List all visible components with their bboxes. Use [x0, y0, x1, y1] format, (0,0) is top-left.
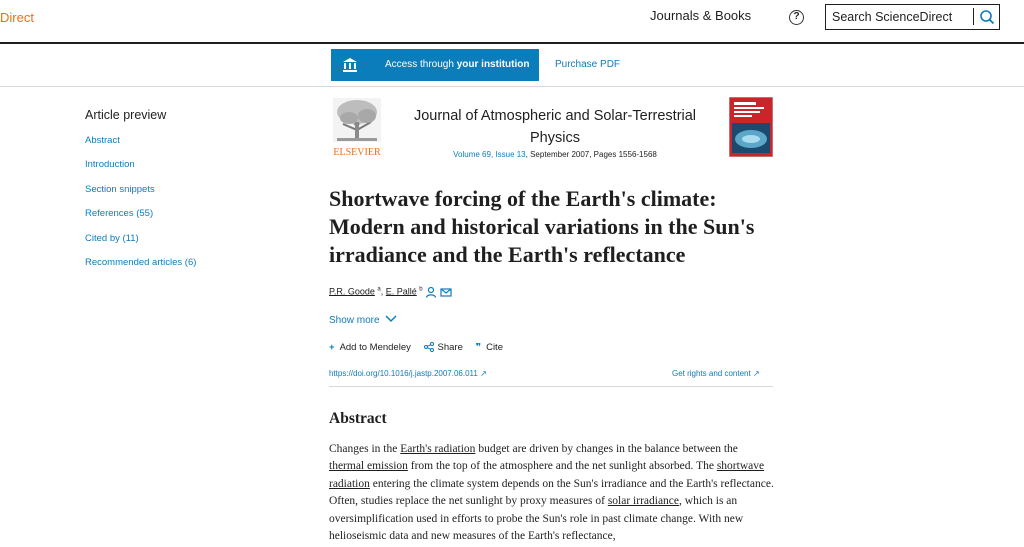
journal-cover-image[interactable]: [729, 97, 773, 157]
search-icon[interactable]: [978, 8, 996, 26]
doi-link[interactable]: [329, 369, 487, 378]
abstract-fragment: Changes in the: [329, 443, 401, 455]
cite-button[interactable]: [476, 342, 503, 353]
plus-icon: +: [329, 342, 335, 353]
abstract-heading: Abstract: [329, 410, 387, 427]
author-separator: ,: [380, 286, 386, 297]
abstract-fragment: from the top of the atmosphere and the net sunlight absorbed. The: [407, 460, 717, 473]
share-icon: [424, 342, 434, 352]
search-input[interactable]: [826, 5, 972, 28]
volume-issue-link[interactable]: Volume 69, Issue 13: [453, 150, 526, 159]
sidebar-title: Article preview: [85, 108, 167, 122]
institution-icon: [342, 57, 358, 73]
sidebar-item-references[interactable]: References (55): [85, 208, 154, 220]
issue-date-pages: , September 2007, Pages 1556-1568: [525, 150, 657, 159]
sciencedirect-logo-link[interactable]: Direct: [0, 10, 34, 25]
author-list: [329, 286, 452, 298]
sidebar-item-abstract[interactable]: Abstract: [85, 135, 120, 146]
sidebar-item-cited-by[interactable]: Cited by (11): [85, 232, 139, 244]
topic-link[interactable]: thermal emission: [329, 460, 408, 473]
author-affiliation[interactable]: b: [419, 286, 423, 293]
journal-title[interactable]: Journal of Atmospheric and Solar-Terrestrial Physics: [413, 108, 697, 146]
sidebar-item-introduction[interactable]: Introduction: [85, 159, 135, 171]
help-icon[interactable]: ?: [789, 10, 804, 25]
access-through-institution-button[interactable]: [331, 49, 539, 81]
show-more-label: Show more: [329, 315, 380, 326]
journal-issue-info: [395, 150, 715, 159]
author-affiliation[interactable]: a: [377, 286, 381, 293]
add-to-mendeley-button[interactable]: [329, 342, 411, 353]
person-icon[interactable]: [425, 286, 437, 298]
article-actions: [329, 342, 513, 353]
abstract-fragment: , which is an oversimplification used in efforts to probe the Sun's role in past climate change. With new helioseismic data and new measures of the Earth's reflectance,: [329, 495, 744, 543]
sidebar-item-recommended-articles[interactable]: Recommended articles (6): [85, 256, 197, 268]
access-button-label: Access through your institution: [385, 59, 530, 70]
abstract-fragment: budget are driven by changes in the balance between the: [475, 443, 738, 455]
journals-books-link[interactable]: Journals & Books: [650, 8, 752, 23]
elsevier-logo[interactable]: [329, 96, 385, 158]
topic-link[interactable]: solar irradiance: [607, 495, 680, 508]
search-box: [825, 4, 1000, 30]
access-bar: [0, 44, 1024, 87]
article-preview-sidebar: [85, 108, 285, 281]
email-icon[interactable]: [440, 286, 452, 298]
topic-link[interactable]: Earth's radiation: [400, 443, 476, 455]
external-link-icon: ↗: [480, 369, 487, 378]
sidebar-item-section-snippets[interactable]: Section snippets: [85, 183, 155, 195]
external-link-icon: ↗: [752, 369, 760, 378]
show-more-button[interactable]: [329, 315, 397, 326]
chevron-down-icon: [385, 315, 397, 323]
mendeley-label: Add to Mendeley: [339, 342, 411, 353]
quote-icon: ❞: [475, 342, 482, 353]
section-divider: [329, 386, 773, 387]
share-label: Share: [437, 342, 463, 353]
abstract-text: [329, 441, 775, 545]
article-title: Shortwave forcing of the Earth's climate: Modern and historical variations in the Sun's irradiance and the Earth's reflectance: [329, 186, 755, 267]
share-button[interactable]: [424, 342, 463, 353]
rights-text: Get rights and content: [672, 369, 751, 378]
topic-link[interactable]: shortwave radiation: [329, 460, 765, 490]
abstract-fragment: entering the climate system depends on the Sun's irradiance and the Earth's reflectance. Often, studies replace the net sunlight by proxy measures of: [329, 477, 774, 508]
elsevier-wordmark: ELSEVIER: [333, 147, 381, 158]
search-separator: [973, 8, 974, 25]
purchase-pdf-link[interactable]: Purchase PDF: [555, 59, 621, 70]
author-link[interactable]: E. Pallé: [385, 286, 417, 297]
cite-label: Cite: [486, 342, 503, 353]
get-rights-link[interactable]: [672, 369, 760, 378]
top-navigation-bar: [0, 0, 1024, 44]
author-link[interactable]: P.R. Goode: [329, 286, 375, 297]
doi-text: https://doi.org/10.1016/j.jastp.2007.06.011: [329, 369, 478, 378]
